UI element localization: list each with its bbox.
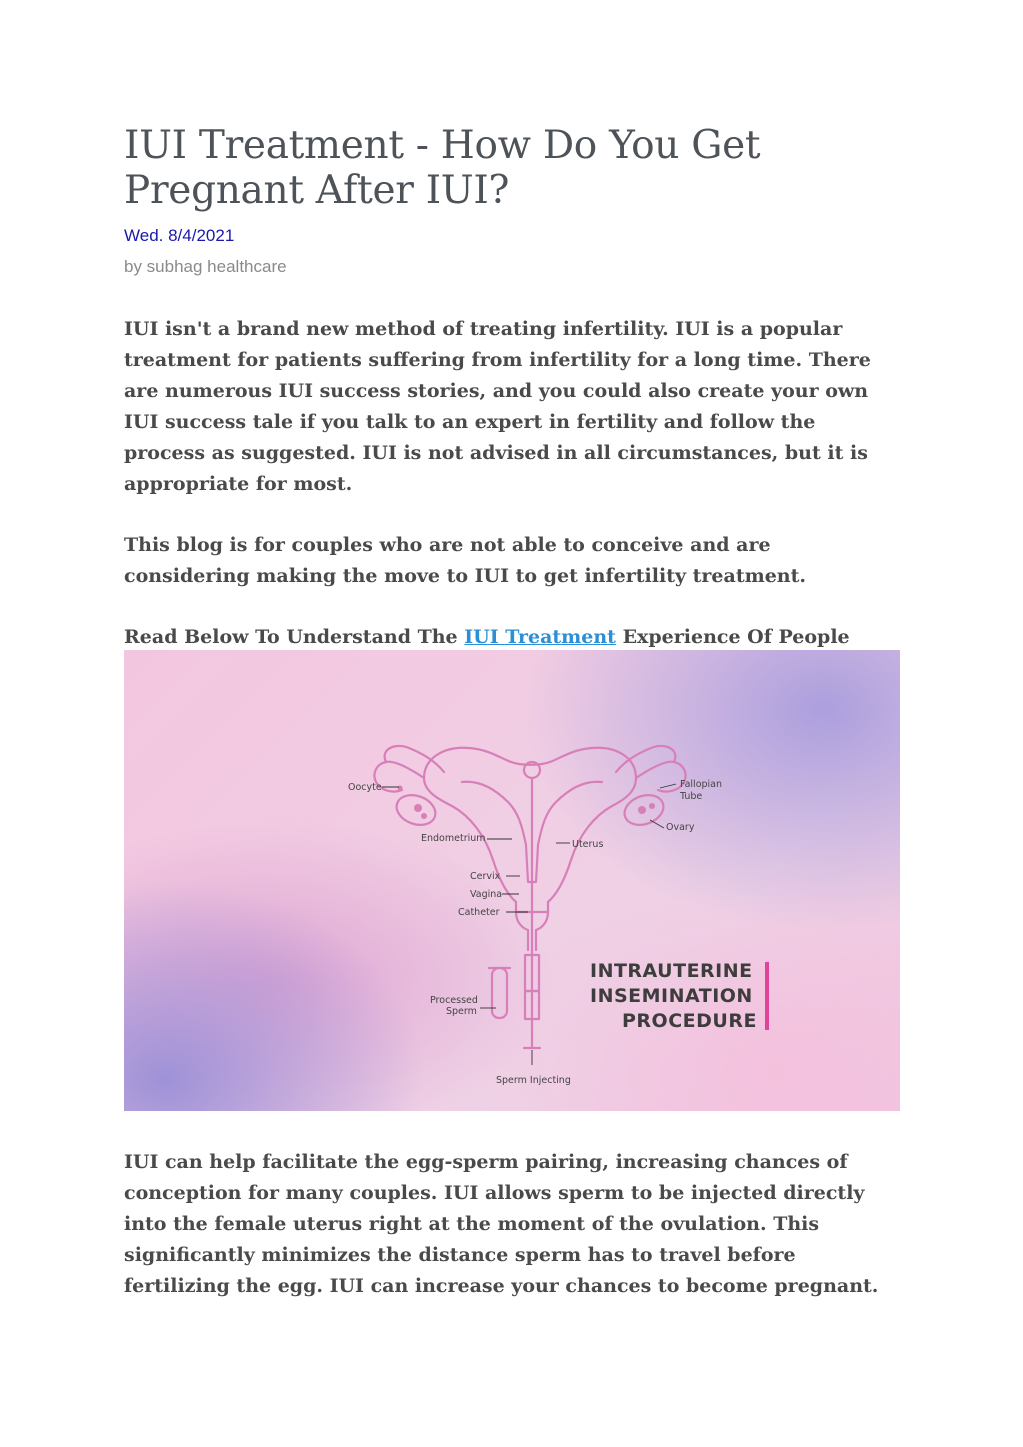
author-byline: by subhag healthcare — [124, 257, 287, 276]
publish-date: Wed. 8/4/2021 — [124, 226, 235, 245]
label-processed: Processed — [430, 995, 478, 1006]
article-title: IUI Treatment - How Do You Get Pregnant After IUI? — [124, 123, 761, 213]
label-sperm: Sperm — [446, 1006, 477, 1017]
read-below-text-end: Experience Of People — [615, 626, 850, 648]
paragraph-intro: IUI isn't a brand new method of treating infertility. IUI is a popular treatment for patients suffering from infertility for a long time. There are numerous IUI success stories, and you could also create your own IUI success tale if you talk to an expert in fertility and follow the process as suggested. IUI is not advised in all circumstances, but it is appropriate for most. — [124, 318, 871, 495]
heading-accent-bar — [765, 962, 769, 1030]
label-catheter: Catheter — [458, 907, 500, 918]
heading-line-3: PROCEDURE — [622, 1010, 757, 1032]
label-uterus: Uterus — [572, 839, 604, 850]
label-fallopian-line1: Fallopian — [680, 779, 723, 790]
label-fallopian-line2: Tube — [680, 791, 703, 802]
label-ovary: Ovary — [666, 822, 695, 833]
paragraph-audience: This blog is for couples who are not able to conceive and are considering making the move to IUI to get infertility treatment. — [124, 534, 806, 587]
iui-procedure-illustration — [124, 650, 900, 1111]
label-oocyte: Oocyte — [348, 782, 382, 793]
iui-treatment-link[interactable]: IUI Treatment — [464, 626, 616, 648]
label-cervix: Cervix — [470, 871, 501, 882]
read-below-text: Read Below To Understand The — [124, 626, 465, 648]
label-endometrium: Endometrium — [421, 833, 486, 844]
label-sperm-injecting: Sperm Injecting — [496, 1075, 571, 1086]
uterus-diagram — [124, 650, 900, 1111]
paragraph-how-iui-helps: IUI can help facilitate the egg-sperm pairing, increasing chances of conception for many couples. IUI allows sperm to be injected directly into the female uterus right at the moment of the ovulation. This significantly minimizes the distance sperm has to travel before fertilizing the egg. IUI can increase your chances to become pregnant. — [124, 1151, 879, 1297]
label-vagina: Vagina — [470, 889, 503, 900]
heading-line-2: INSEMINATION — [590, 985, 753, 1007]
paragraph-read-below — [124, 622, 894, 653]
heading-line-1: INTRAUTERINE — [590, 960, 753, 982]
